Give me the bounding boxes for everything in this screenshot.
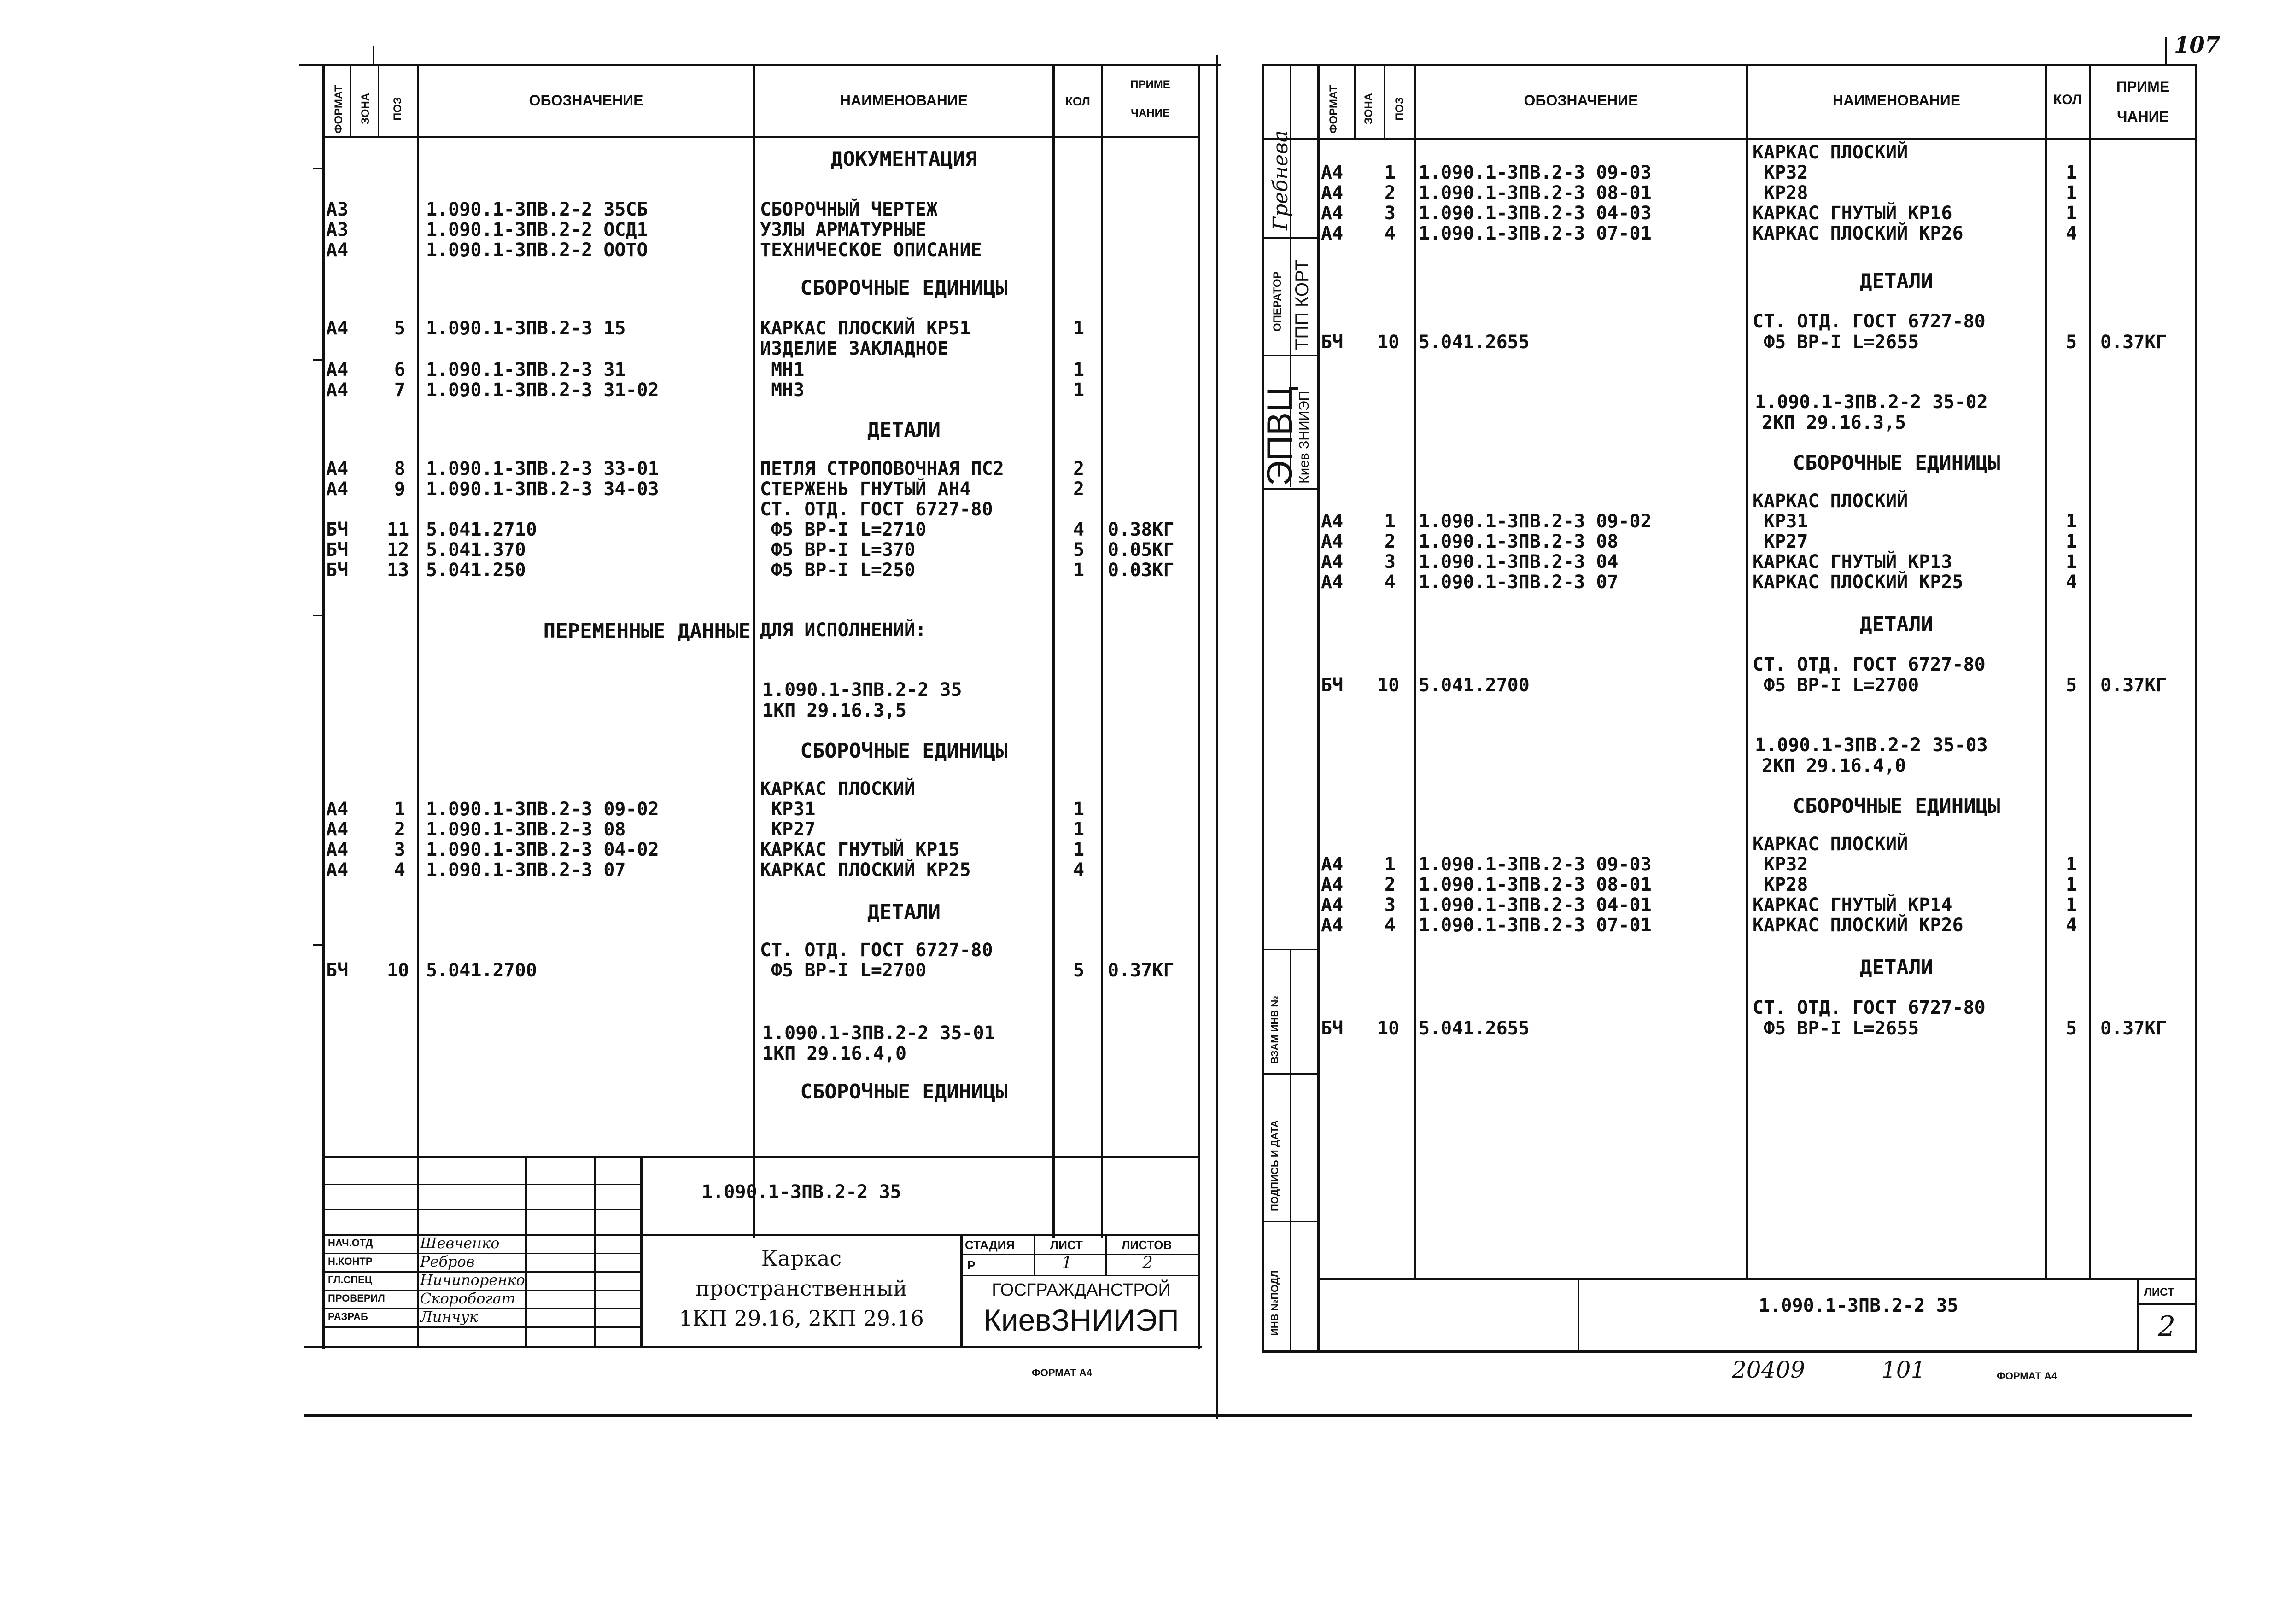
- r-header-designation: ОБОЗНАЧЕНИЕ: [1524, 92, 1638, 109]
- stage-value: Р: [967, 1258, 976, 1272]
- variant2-line2: 1КП 29.16.4,0: [762, 1043, 907, 1064]
- for-versions-label: ДЛЯ ИСПОЛНЕНИЙ:: [760, 619, 927, 641]
- row-note: 0.05КГ: [1108, 539, 1175, 561]
- row-position: 1: [394, 799, 405, 820]
- row-position: 10: [1377, 332, 1400, 353]
- stamp-operator-name: ТПП КОРТ: [1292, 259, 1312, 350]
- variant1-line1: 1.090.1-3ПВ.2-2 35: [762, 679, 962, 701]
- row-position: 4: [1384, 223, 1396, 244]
- r-assembly-units-2: СБОРОЧНЫЕ ЕДИНИЦЫ: [1793, 794, 2000, 818]
- section-documentation: ДОКУМЕНТАЦИЯ: [830, 147, 977, 171]
- row-format: БЧ: [326, 539, 349, 561]
- row-name: Ф5 ВР-I L=250: [760, 560, 916, 581]
- row-position: 4: [394, 859, 405, 881]
- row-quantity: 1: [1073, 380, 1085, 401]
- row-name: КР31: [1753, 511, 1808, 532]
- r-header-note-2: ЧАНИЕ: [2116, 108, 2169, 125]
- row-format: А4: [1321, 854, 1344, 875]
- row-quantity: 5: [1073, 960, 1085, 981]
- row-note: 0.37КГ: [2100, 1018, 2167, 1039]
- row-position: 7: [394, 380, 405, 401]
- row-name: Ф5 ВР-I L=2700: [760, 960, 927, 981]
- row-format: А4: [326, 799, 349, 820]
- row-note: 0.37КГ: [2100, 675, 2167, 696]
- row-quantity: 5: [2066, 1018, 2077, 1039]
- sheet-value: 1: [1062, 1254, 1072, 1273]
- r-sheet-no: 2: [2158, 1310, 2176, 1343]
- row-format: БЧ: [326, 960, 349, 981]
- section-assembly-units-2: СБОРОЧНЫЕ ЕДИНИЦЫ: [800, 739, 1008, 763]
- row-position: 9: [394, 479, 405, 500]
- stamp-org-small: Киев ЗНИИЭП: [1297, 391, 1312, 484]
- row-format: БЧ: [326, 560, 349, 581]
- row-designation: 1.090.1-3ПВ.2-3 04-02: [426, 839, 659, 860]
- row-name: КАРКАС ПЛОСКИЙ КР26: [1753, 223, 1964, 244]
- row-quantity: 1: [2066, 894, 2077, 916]
- row-position: 10: [1377, 1018, 1400, 1039]
- row-quantity: 1: [2066, 511, 2077, 532]
- r-header-note-1: ПРИМЕ: [2116, 78, 2170, 95]
- variant1-line2: 1КП 29.16.3,5: [762, 700, 907, 721]
- header-format: ФОРМАТ: [333, 85, 345, 134]
- r-header-pos: ПОЗ: [1393, 97, 1406, 121]
- row-position: 3: [1384, 894, 1396, 916]
- row-designation: 1.090.1-3ПВ.2-3 07-01: [1419, 223, 1652, 244]
- row-designation: 1.090.1-3ПВ.2-3 08: [426, 819, 626, 840]
- row-designation: 5.041.2710: [426, 519, 537, 540]
- r-variant-a-2: 2КП 29.16.3,5: [1762, 412, 1906, 433]
- row-designation: 1.090.1-3ПВ.2-2 ООТО: [426, 240, 648, 261]
- row-name: КАРКАС ГНУТЫЙ КР13: [1753, 551, 1952, 572]
- row-designation: 1.090.1-3ПВ.2-3 04: [1419, 551, 1619, 572]
- row-name: КР31: [760, 799, 816, 820]
- row-name: КР32: [1753, 162, 1808, 183]
- row-format: БЧ: [1321, 332, 1344, 353]
- row-format: БЧ: [326, 519, 349, 540]
- row-format: А4: [1321, 223, 1344, 244]
- r-variant-b-2: 2КП 29.16.4,0: [1762, 755, 1906, 777]
- row-quantity: 5: [2066, 675, 2077, 696]
- row-format: А3: [326, 199, 349, 220]
- header-note-1: ПРИМЕ: [1130, 78, 1170, 91]
- row-format: А4: [326, 458, 349, 479]
- row-format: А4: [1321, 572, 1344, 593]
- row-position: 2: [394, 819, 405, 840]
- row-position: 5: [394, 318, 405, 339]
- row-quantity: 5: [1073, 539, 1085, 561]
- r-header-format: ФОРМАТ: [1327, 85, 1340, 134]
- row-format: А4: [1321, 203, 1344, 224]
- row-designation: 1.090.1-3ПВ.2-3 08-01: [1419, 874, 1652, 895]
- stamp-inv-label: ИНВ №ПОДЛ: [1269, 1270, 1280, 1336]
- row-position: 10: [387, 960, 409, 981]
- header-pos: ПОЗ: [392, 97, 404, 121]
- row-name: Ф5 ВР-I L=2700: [1753, 675, 1919, 696]
- row-position: 11: [387, 519, 409, 540]
- org-name-1: ГОСГРАЖДАНСТРОЙ: [992, 1280, 1171, 1300]
- gost-line: СТ. ОТД. ГОСТ 6727-80: [1753, 654, 1986, 675]
- row-designation: 5.041.2655: [1419, 1018, 1530, 1039]
- title-block-role: РАЗРАБ: [328, 1311, 368, 1322]
- r-details-2: ДЕТАЛИ: [1860, 613, 1933, 636]
- row-position: 1: [1384, 511, 1396, 532]
- row-quantity: 1: [1073, 318, 1085, 339]
- section-variable-data: ПЕРЕМЕННЫЕ ДАННЫЕ: [543, 619, 751, 643]
- row-name: СБОРОЧНЫЙ ЧЕРТЕЖ: [760, 199, 938, 220]
- row-designation: 5.041.2700: [426, 960, 537, 981]
- row-note: 0.37КГ: [2100, 332, 2167, 353]
- page-number-top: 107: [2174, 32, 2221, 58]
- row-format: А4: [326, 859, 349, 881]
- row-quantity: 1: [1073, 359, 1085, 380]
- row-name: КАРКАС ПЛОСКИЙ: [1753, 142, 1908, 163]
- row-format: А4: [1321, 915, 1344, 936]
- row-designation: 1.090.1-3ПВ.2-3 33-01: [426, 458, 659, 479]
- row-name: Ф5 ВР-I L=2710: [760, 519, 927, 540]
- row-name: КАРКАС ПЛОСКИЙ КР51: [760, 318, 971, 339]
- r-variant-b-1: 1.090.1-3ПВ.2-2 35-03: [1755, 735, 1988, 756]
- bottom-left-number: 20409: [1732, 1356, 1806, 1383]
- row-designation: 1.090.1-3ПВ.2-3 04-03: [1419, 203, 1652, 224]
- row-quantity: 1: [1073, 560, 1085, 581]
- row-quantity: 4: [2066, 572, 2077, 593]
- row-name: КАРКАС ПЛОСКИЙ КР25: [1753, 572, 1964, 593]
- row-designation: 1.090.1-3ПВ.2-3 04-01: [1419, 894, 1652, 916]
- row-position: 3: [1384, 551, 1396, 572]
- row-format: А4: [326, 318, 349, 339]
- row-quantity: 1: [1073, 819, 1085, 840]
- title-block-name: Скоробогат: [420, 1290, 515, 1307]
- sheet-label: ЛИСТ: [1050, 1238, 1083, 1252]
- row-designation: 1.090.1-3ПВ.2-2 35СБ: [426, 199, 648, 220]
- gost-line: СТ. ОТД. ГОСТ 6727-80: [1753, 997, 1986, 1018]
- row-position: 1: [1384, 854, 1396, 875]
- row-format: А4: [1321, 162, 1344, 183]
- row-format: БЧ: [1321, 675, 1344, 696]
- row-format: А4: [326, 839, 349, 860]
- title-line-3: 1КП 29.16, 2КП 29.16: [679, 1306, 924, 1331]
- r-format-note: ФОРМАТ А4: [1997, 1370, 2057, 1382]
- row-name: Ф5 ВР-I L=2655: [1753, 332, 1919, 353]
- row-name: Ф5 ВР-I L=2655: [1753, 1018, 1919, 1039]
- row-name: СТ. ОТД. ГОСТ 6727-80: [760, 940, 993, 961]
- bottom-mid-number: 101: [1882, 1356, 1926, 1383]
- title-block-role: ГЛ.СПЕЦ: [328, 1274, 372, 1285]
- title-block-role: ПРОВЕРИЛ: [328, 1292, 385, 1304]
- header-note-2: ЧАНИЕ: [1131, 107, 1170, 119]
- row-position: 4: [1384, 572, 1396, 593]
- row-format: БЧ: [1321, 1018, 1344, 1039]
- r-details-3: ДЕТАЛИ: [1860, 956, 1933, 979]
- row-position: 8: [394, 458, 405, 479]
- variant2-line1: 1.090.1-3ПВ.2-2 35-01: [762, 1022, 995, 1044]
- row-format: А4: [1321, 182, 1344, 204]
- section-details-2: ДЕТАЛИ: [867, 900, 941, 924]
- title-line-1: Каркас: [761, 1246, 842, 1271]
- row-name: УЗЛЫ АРМАТУРНЫЕ: [760, 219, 927, 240]
- row-designation: 1.090.1-3ПВ.2-3 34-03: [426, 479, 659, 500]
- gost-line: СТ. ОТД. ГОСТ 6727-80: [1753, 311, 1986, 332]
- row-format: А4: [326, 479, 349, 500]
- row-note: 0.37КГ: [1108, 960, 1175, 981]
- row-quantity: 5: [2066, 332, 2077, 353]
- row-name: КР32: [1753, 854, 1808, 875]
- row-quantity: 1: [1073, 799, 1085, 820]
- sheets-value: 2: [1142, 1254, 1153, 1273]
- title-block-name: Линчук: [420, 1308, 478, 1326]
- row-name: ТЕХНИЧЕСКОЕ ОПИСАНИЕ: [760, 240, 982, 261]
- row-name: ПЕТЛЯ СТРОПОВОЧНАЯ ПС2: [760, 458, 1004, 479]
- r-assembly-units-1: СБОРОЧНЫЕ ЕДИНИЦЫ: [1793, 451, 2000, 475]
- row-position: 12: [387, 539, 409, 561]
- left-format-note: ФОРМАТ А4: [1032, 1367, 1093, 1379]
- row-name: КАРКАС ГНУТЫЙ КР16: [1753, 203, 1952, 224]
- row-position: 13: [387, 560, 409, 581]
- row-name: КАРКАС ПЛОСКИЙ КР26: [1753, 915, 1964, 936]
- row-designation: 1.090.1-3ПВ.2-3 08: [1419, 531, 1619, 552]
- row-quantity: 1: [2066, 531, 2077, 552]
- row-designation: 5.041.250: [426, 560, 526, 581]
- row-designation: 1.090.1-3ПВ.2-3 09-03: [1419, 854, 1652, 875]
- title-block-role: НАЧ.ОТД: [328, 1237, 373, 1249]
- r-header-name: НАИМЕНОВАНИЕ: [1832, 92, 1961, 109]
- row-note: 0.38КГ: [1108, 519, 1175, 540]
- row-quantity: 1: [2066, 854, 2077, 875]
- row-name: КР28: [1753, 182, 1808, 204]
- row-name: КАРКАС ПЛОСКИЙ: [1753, 491, 1908, 512]
- row-name: КАРКАС ГНУТЫЙ КР15: [760, 839, 960, 860]
- title-line-2: пространственный: [695, 1276, 907, 1301]
- header-qty: КОЛ: [1065, 94, 1090, 108]
- header-designation: ОБОЗНАЧЕНИЕ: [529, 92, 643, 109]
- row-format: А4: [1321, 511, 1344, 532]
- title-block-role: Н.КОНТР: [328, 1256, 373, 1267]
- row-position: 2: [1384, 531, 1396, 552]
- section-assembly-units-3: СБОРОЧНЫЕ ЕДИНИЦЫ: [800, 1080, 1008, 1104]
- row-quantity: 1: [1073, 839, 1085, 860]
- row-format: А4: [326, 240, 349, 261]
- row-quantity: 2: [1073, 479, 1085, 500]
- section-details: ДЕТАЛИ: [867, 418, 941, 442]
- stamp-replace-inv: ВЗАМ ИНВ №: [1269, 996, 1280, 1064]
- row-quantity: 4: [2066, 915, 2077, 936]
- org-name-2: КиевЗНИИЭП: [983, 1303, 1179, 1337]
- row-designation: 1.090.1-3ПВ.2-3 07: [426, 859, 626, 881]
- row-name: КАРКАС ПЛОСКИЙ КР25: [760, 859, 971, 881]
- row-designation: 1.090.1-3ПВ.2-3 15: [426, 318, 626, 339]
- row-name: МН1: [760, 359, 805, 380]
- row-designation: 5.041.2655: [1419, 332, 1530, 353]
- row-name: КАРКАС ГНУТЫЙ КР14: [1753, 894, 1952, 916]
- stamp-org-big: ЭПВЦ: [1260, 386, 1299, 486]
- section-assembly-units: СБОРОЧНЫЕ ЕДИНИЦЫ: [800, 276, 1008, 300]
- row-position: 10: [1377, 675, 1400, 696]
- r-doc-code: 1.090.1-3ПВ.2-2 35: [1759, 1295, 1958, 1316]
- row-position: 2: [1384, 874, 1396, 895]
- stamp-sign-date: ПОДПИСЬ И ДАТА: [1269, 1120, 1280, 1211]
- row-name: СТЕРЖЕНЬ ГНУТЫЙ АН4: [760, 479, 971, 500]
- r-details-1: ДЕТАЛИ: [1860, 269, 1933, 293]
- header-zone: ЗОНА: [359, 93, 372, 124]
- row-quantity: 4: [2066, 223, 2077, 244]
- row-position: 1: [1384, 162, 1396, 183]
- title-block-name: Шевченко: [420, 1234, 500, 1252]
- center-divider: [1216, 55, 1218, 1419]
- row-designation: 1.090.1-3ПВ.2-2 ОСД1: [426, 219, 648, 240]
- row-quantity: 1: [2066, 551, 2077, 572]
- row-name: Ф5 ВР-I L=370: [760, 539, 916, 561]
- row-quantity: 2: [1073, 458, 1085, 479]
- stamp-signature: Гребнева: [1269, 130, 1292, 230]
- row-position: 3: [394, 839, 405, 860]
- row-format: А4: [1321, 874, 1344, 895]
- stamp-operator-label: ОПЕРАТОР: [1271, 271, 1284, 332]
- row-format: А4: [326, 380, 349, 401]
- row-designation: 1.090.1-3ПВ.2-3 09-02: [426, 799, 659, 820]
- row-quantity: 4: [1073, 519, 1085, 540]
- row-format: А4: [1321, 894, 1344, 916]
- header-name: НАИМЕНОВАНИЕ: [840, 92, 968, 109]
- r-header-zone: ЗОНА: [1362, 93, 1375, 124]
- row-designation: 1.090.1-3ПВ.2-3 08-01: [1419, 182, 1652, 204]
- row-designation: 1.090.1-3ПВ.2-3 31-02: [426, 380, 659, 401]
- row-name: КАРКАС ПЛОСКИЙ: [760, 778, 916, 800]
- row-format: А4: [326, 819, 349, 840]
- r-header-qty: КОЛ: [2053, 92, 2082, 107]
- row-format: А3: [326, 219, 349, 240]
- row-quantity: 1: [2066, 182, 2077, 204]
- row-name: КР27: [760, 819, 816, 840]
- row-note: 0.03КГ: [1108, 560, 1175, 581]
- row-designation: 5.041.2700: [1419, 675, 1530, 696]
- stage-label: СТАДИЯ: [965, 1238, 1015, 1252]
- row-format: А4: [1321, 531, 1344, 552]
- row-format: А4: [326, 359, 349, 380]
- row-name: КР28: [1753, 874, 1808, 895]
- r-sheet-label: ЛИСТ: [2144, 1286, 2174, 1298]
- row-position: 4: [1384, 915, 1396, 936]
- row-name: МН3: [760, 380, 805, 401]
- row-name: ИЗДЕЛИЕ ЗАКЛАДНОЕ: [760, 338, 949, 359]
- row-designation: 1.090.1-3ПВ.2-3 09-02: [1419, 511, 1652, 532]
- row-format: А4: [1321, 551, 1344, 572]
- r-variant-a-1: 1.090.1-3ПВ.2-2 35-02: [1755, 391, 1988, 413]
- row-quantity: 1: [2066, 203, 2077, 224]
- row-position: 3: [1384, 203, 1396, 224]
- row-designation: 1.090.1-3ПВ.2-3 07: [1419, 572, 1619, 593]
- row-position: 6: [394, 359, 405, 380]
- row-position: 2: [1384, 182, 1396, 204]
- sheets-label: ЛИСТОВ: [1122, 1238, 1172, 1252]
- title-block-name: Ребров: [420, 1253, 475, 1270]
- row-designation: 1.090.1-3ПВ.2-3 31: [426, 359, 626, 380]
- row-designation: 1.090.1-3ПВ.2-3 07-01: [1419, 915, 1652, 936]
- left-doc-code: 1.090.1-3ПВ.2-2 35: [701, 1181, 901, 1203]
- row-designation: 5.041.370: [426, 539, 526, 561]
- row-name: КР27: [1753, 531, 1808, 552]
- row-quantity: 4: [1073, 859, 1085, 881]
- row-name: СТ. ОТД. ГОСТ 6727-80: [760, 499, 993, 520]
- row-designation: 1.090.1-3ПВ.2-3 09-03: [1419, 162, 1652, 183]
- title-block-name: Ничипоренко: [420, 1271, 525, 1289]
- row-quantity: 1: [2066, 162, 2077, 183]
- row-quantity: 1: [2066, 874, 2077, 895]
- row-name: КАРКАС ПЛОСКИЙ: [1753, 834, 1908, 855]
